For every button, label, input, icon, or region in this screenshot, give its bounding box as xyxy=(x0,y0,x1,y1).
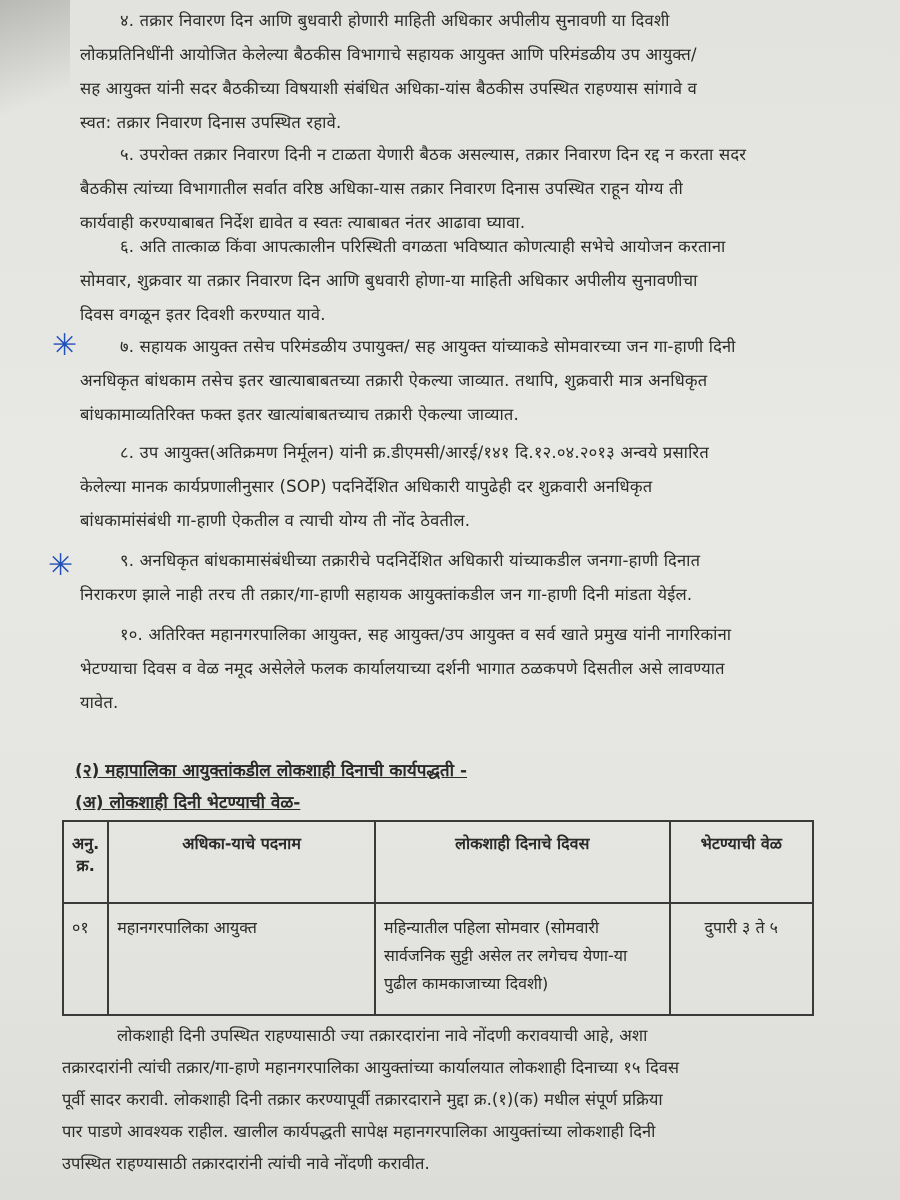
paragraph-line: बांधकामाव्यतिरिक्त फक्त इतर खात्यांबाबतच्याच तक्रारी ऐकल्या जाव्यात. xyxy=(80,405,519,424)
pen-asterisk-mark: ✳ xyxy=(48,548,74,583)
meeting-schedule-table xyxy=(62,820,814,1016)
paragraph-line: पार पाडणे आवश्यक राहील. खालील कार्यपद्धती सापेक्ष महानगरपालिका आयुक्तांच्या लोकशाही दिनी xyxy=(62,1122,656,1141)
paragraph-line: स्वत: तक्रार निवारण दिनास उपस्थित रहावे. xyxy=(80,113,342,132)
cell-serial: ०१ xyxy=(63,903,108,1015)
paragraph-line: केलेल्या मानक कार्यप्रणालीनुसार (SOP) पदनिर्देशित अधिकारी यापुढेही दर शुक्रवारी अनधिकृत xyxy=(80,477,653,496)
paragraph-line: लोकप्रतिनिधींनी आयोजित केलेल्या बैठकीस विभागाचे सहायक आयुक्त आणि परिमंडळीय उप आयुक्त/ xyxy=(80,45,697,64)
sub-heading: (अ) लोकशाही दिनी भेटण्याची वेळ- xyxy=(75,793,301,813)
table-header-row xyxy=(63,821,813,903)
paragraph-9 xyxy=(80,544,840,612)
paragraph-10 xyxy=(80,618,840,720)
paragraph-8 xyxy=(80,436,840,538)
paragraph-line: पूर्वी सादर करावी. लोकशाही दिनी तक्रार करण्यापूर्वी तक्रारदाराने मुद्दा क्र.(१)(क) मधील संपूर्ण प्रक्रिया xyxy=(62,1090,663,1109)
paragraph-line: कार्यवाही करण्याबाबत निर्देश द्यावेत व स्वतः त्याबाबत नंतर आढावा घ्यावा. xyxy=(80,213,526,232)
paragraph-line: ४. तक्रार निवारण दिन आणि बुधवारी होणारी माहिती अधिकार अपीलीय सुनावणी या दिवशी xyxy=(120,11,670,30)
paragraph-line: निराकरण झाले नाही तरच ती तक्रार/गा-हाणी सहायक आयुक्तांकडील जन गा-हाणी दिनी मांडता येईल. xyxy=(80,585,693,604)
paragraph-line: दिवस वगळून इतर दिवशी करण्यात यावे. xyxy=(80,305,326,324)
cell-days: महिन्यातील पहिला सोमवार (सोमवारी सार्वजनिक सुट्टी असेल तर लगेचच येणा-या पुढील कामकाजाच्या दिवशी) xyxy=(375,903,670,1015)
paragraph-5 xyxy=(80,138,840,240)
paragraph-line: सह आयुक्त यांनी सदर बैठकीच्या विषयाशी संबंधित अधिका-यांस बैठकीस उपस्थित राहण्यास सांगावे व xyxy=(80,79,698,98)
paragraph-line: भेटण्याचा दिवस व वेळ नमूद असेलेले फलक कार्यालयाच्या दर्शनी भागात ठळकपणे दिसतील असे लावण्यात xyxy=(80,659,725,678)
paragraph-line: ९. अनधिकृत बांधकामासंबंधीच्या तक्रारीचे पदनिर्देशित अधिकारी यांच्याकडील जनगा-हाणी दिनात xyxy=(120,551,701,570)
column-header-serial: अनु. क्र. xyxy=(63,821,108,903)
paragraph-line: उपस्थित राहण्यासाठी तक्रारदारांनी त्यांची नावे नोंदणी करावीत. xyxy=(62,1154,430,1173)
paragraph-line: तक्रारदारांनी त्यांची तक्रार/गा-हाणे महानगरपालिका आयुक्तांच्या कार्यालयात लोकशाही दिनाच्या १५ दिवस xyxy=(62,1058,680,1077)
column-header-designation: अधिका-याचे पदनाम xyxy=(108,821,375,903)
paragraph-line: ५. उपरोक्त तक्रार निवारण दिनी न टाळता येणारी बैठक असल्यास, तक्रार निवारण दिन रद्द न करता सदर xyxy=(120,145,747,164)
paragraph-line: ६. अति तात्काळ किंवा आपत्कालीन परिस्थिती वगळता भविष्यात कोणत्याही सभेचे आयोजन करताना xyxy=(120,237,726,256)
column-header-days: लोकशाही दिनाचे दिवस xyxy=(375,821,670,903)
paragraph-line: सोमवार, शुक्रवार या तक्रार निवारण दिन आणि बुधवारी होणा-या माहिती अधिकार अपीलीय सुनावणीचा xyxy=(80,271,698,290)
section-heading: (२) महापालिका आयुक्तांकडील लोकशाही दिनाची कार्यपद्धती - xyxy=(75,761,468,781)
column-header-time: भेटण्याची वेळ xyxy=(670,821,813,903)
cell-time: दुपारी ३ ते ५ xyxy=(670,903,813,1015)
paragraph-4 xyxy=(80,4,840,140)
pen-asterisk-mark: ✳ xyxy=(52,328,78,363)
paragraph-6 xyxy=(80,230,840,332)
paragraph-line: १०. अतिरिक्त महानगरपालिका आयुक्त, सह आयुक्त/उप आयुक्त व सर्व खाते प्रमुख यांनी नागरिकांना xyxy=(120,625,732,644)
paragraph-line: बांधकामांसंबंधी गा-हाणी ऐकतील व त्याची योग्य ती नोंद ठेवतील. xyxy=(80,511,471,530)
paragraph-line: अनधिकृत बांधकाम तसेच इतर खात्याबाबतच्या तक्रारी ऐकल्या जाव्यात. तथापि, शुक्रवारी मात्र अनधिकृत xyxy=(80,371,708,390)
paragraph-line: यावेत. xyxy=(80,693,119,712)
cell-designation: महानगरपालिका आयुक्त xyxy=(108,903,375,1015)
paragraph-line: ८. उप आयुक्त(अतिक्रमण निर्मूलन) यांनी क्र.डीएमसी/आरई/१४१ दि.१२.०४.२०१३ अन्वये प्रसारित xyxy=(120,443,709,462)
paragraph-line: लोकशाही दिनी उपस्थित राहण्यासाठी ज्या तक्रारदारांना नावे नोंदणी करावयाची आहे, अशा xyxy=(117,1026,648,1045)
paragraph-line: बैठकीस त्यांच्या विभागातील सर्वात वरिष्ठ अधिका-यास तक्रार निवारण दिनास उपस्थित राहून योग्य ती xyxy=(80,179,683,198)
table-row xyxy=(63,903,813,1015)
paragraph-line: ७. सहायक आयुक्त तसेच परिमंडळीय उपायुक्त/ सह आयुक्त यांच्याकडे सोमवारच्या जन गा-हाणी दिनी xyxy=(120,337,736,356)
page-shadow xyxy=(0,0,70,140)
paragraph-7 xyxy=(80,330,840,432)
closing-paragraph xyxy=(62,1020,822,1180)
